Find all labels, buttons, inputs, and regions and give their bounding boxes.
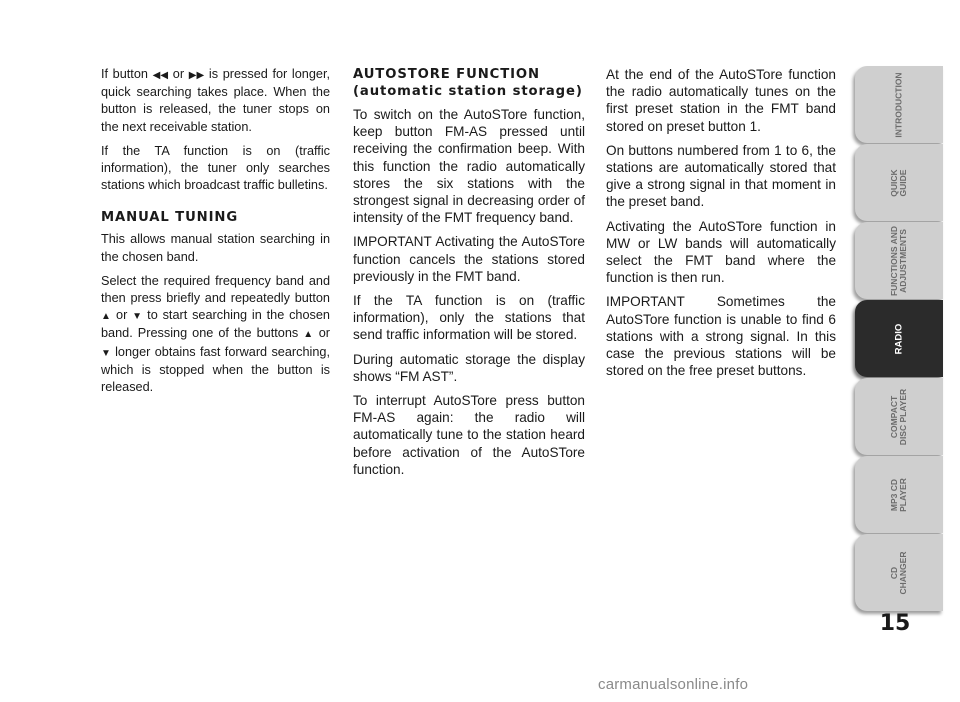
- paragraph-preset-buttons: On buttons numbered from 1 to 6, the stations are automatically stored that give a strong signal in that moment in the preset band.: [606, 142, 836, 210]
- paragraph-autostore-note: IMPORTANT Sometimes the AutoSTore function is unable to find 6 stations with a strong signal. In this case the previous stations will be stored on the free preset buttons.: [606, 294, 836, 379]
- tab-label: RADIO: [893, 323, 905, 354]
- paragraph-manual-intro: This allows manual station searching in the chosen band.: [101, 232, 330, 264]
- tab-radio[interactable]: [855, 300, 943, 377]
- paragraph-autostore-end: At the end of the AutoSTore function the radio automatically tunes on the first preset station in the FMT band stored on preset button 1.: [606, 67, 836, 134]
- text-run: Select the required frequency band and then press briefly and repeatedly button: [101, 273, 330, 306]
- paragraph-manual-steps: [101, 273, 330, 396]
- heading-manual-tuning: MANUAL TUNING: [101, 210, 239, 226]
- text-run: If button: [101, 67, 153, 81]
- tab-label: MP3 CD PLAYER: [889, 477, 908, 512]
- tab-label: FUNCTIONS AND ADJUSTMENTS: [889, 225, 908, 296]
- heading-line: AUTOSTORE FUNCTION: [353, 67, 540, 82]
- paragraph-autostore-important: IMPORTANT Activating the AutoSTore function cancels the stations stored previously in the FMT band.: [353, 234, 585, 284]
- column-left: [101, 66, 330, 403]
- tab-introduction[interactable]: [855, 66, 943, 143]
- tab-mp3-cd-player[interactable]: [855, 456, 943, 533]
- paragraph-autostore-switch: To switch on the AutoSTore function, keep button FM-AS pressed until receiving the confirmation beep. With this function the radio automatically stores the six stations with the strongest signal in decreasing order of intensity of the FMT frequency band.: [353, 107, 585, 226]
- paragraph-quick-search: [101, 66, 330, 136]
- tab-label: INTRODUCTION: [893, 71, 904, 138]
- tab-quick-guide[interactable]: [855, 144, 943, 221]
- paragraph-mw-lw: Activating the AutoSTore function in MW or LW bands will automatically select the FMT band where the function is then run.: [606, 218, 836, 286]
- column-right: [606, 66, 836, 386]
- text-run: longer obtains fast forward searching, which is stopped when the button is released.: [101, 344, 330, 395]
- text-run: to start searching in the chosen band. Pressing one of the buttons: [101, 308, 330, 341]
- up-arrow-icon: ▲: [303, 329, 314, 341]
- text-run: is pressed for longer, quick searching takes place. When the button is released, the tuner stops on the next receivable station.: [101, 67, 330, 134]
- chapter-tabs: [855, 66, 943, 612]
- text-run: or: [313, 326, 330, 341]
- text-run: or: [111, 308, 133, 323]
- watermark: carmanualsonline.info: [598, 676, 749, 693]
- down-arrow-icon: ▼: [101, 347, 111, 359]
- heading-autostore: [353, 66, 585, 100]
- tab-label: COMPACT DISC PLAYER: [889, 388, 908, 445]
- paragraph-autostore-display: During automatic storage the display shows “FM AST”.: [353, 351, 585, 384]
- seek-back-icon: ◀◀: [152, 70, 169, 81]
- tab-label: CD CHANGER: [889, 551, 908, 594]
- page-number: 15: [879, 611, 911, 636]
- tab-cd-changer[interactable]: [855, 534, 943, 611]
- paragraph-ta-search: If the TA function is on (traffic information), the tuner only searches stations which broadcast traffic bulletins.: [101, 143, 330, 193]
- tab-compact-disc-player[interactable]: [855, 378, 943, 455]
- tab-label: QUICK GUIDE: [889, 168, 908, 197]
- text-run: or: [168, 67, 189, 81]
- column-middle: [353, 66, 585, 485]
- seek-forward-icon: ▶▶: [188, 70, 205, 81]
- paragraph-autostore-ta: If the TA function is on (traffic information), only the stations that send traffic information will be stored.: [353, 293, 585, 343]
- down-arrow-icon: ▼: [132, 311, 143, 323]
- paragraph-autostore-interrupt: To interrupt AutoSTore press button FM-AS again: the radio will automatically tune to the station heard before activation of the AutoSTore function.: [353, 393, 585, 477]
- tab-functions-adjustments[interactable]: [855, 222, 943, 299]
- heading-subline: (automatic station storage): [353, 84, 583, 99]
- up-arrow-icon: ▲: [101, 311, 112, 323]
